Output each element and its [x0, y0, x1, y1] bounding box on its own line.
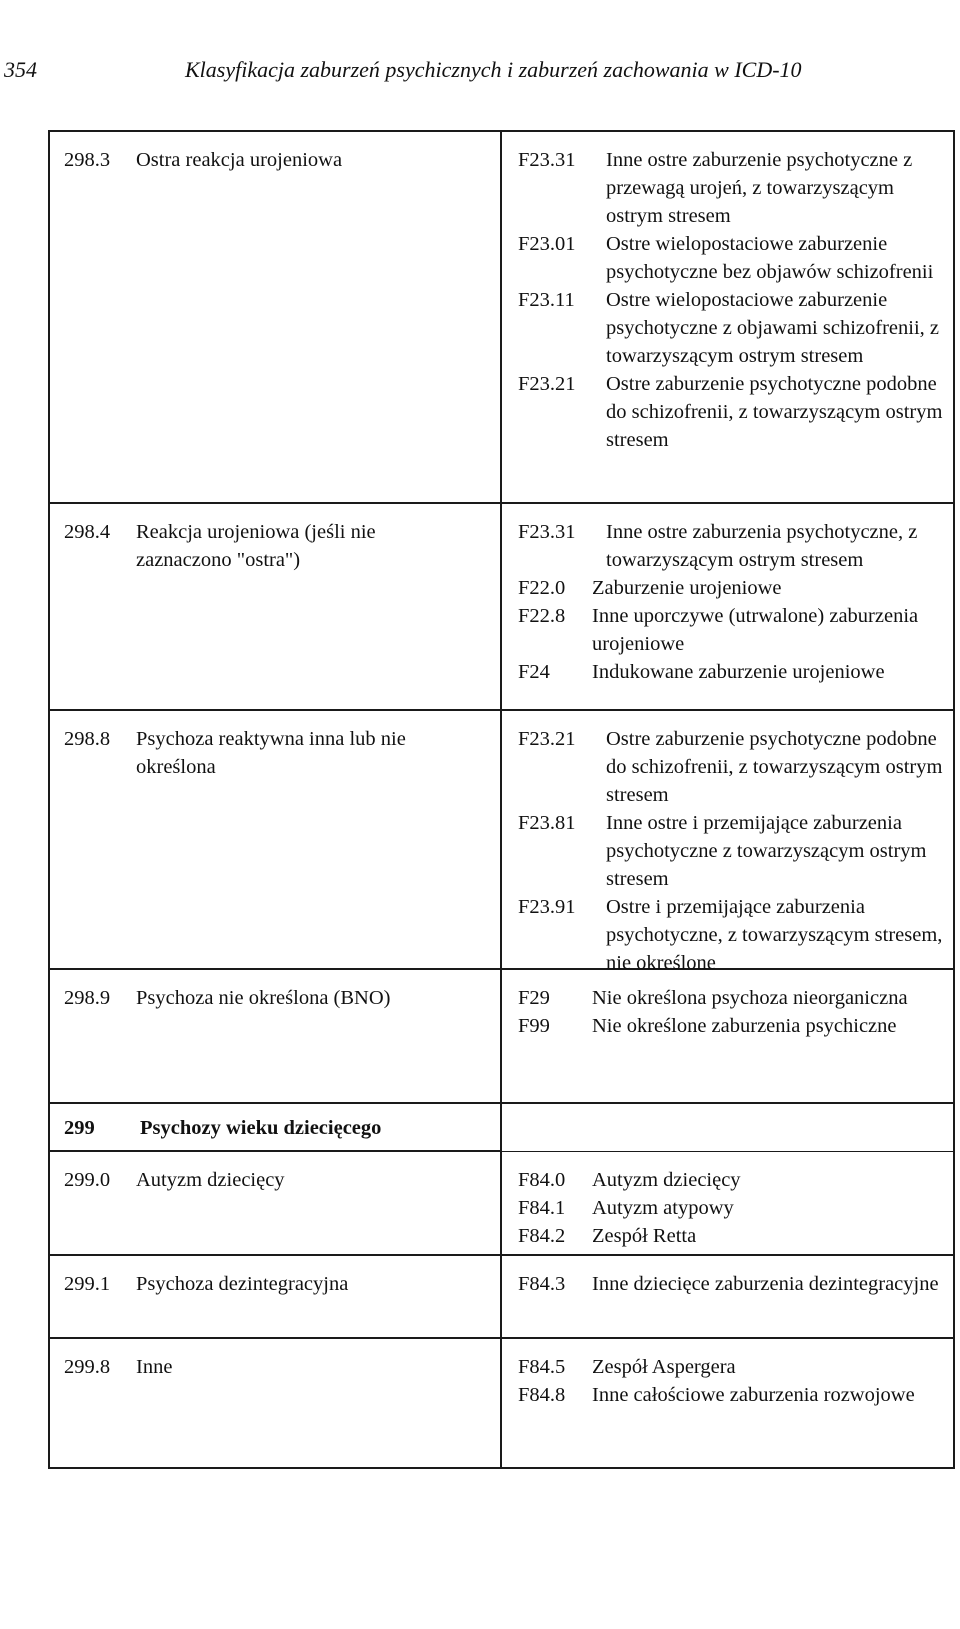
icd9-desc: Psychoza nie określona (BNO): [136, 987, 391, 1009]
icd10-desc: Inne ostre i przemijające zaburzenia psychotyczne z towarzyszącym ostrym stresem: [606, 812, 927, 890]
icd10-desc: Autyzm dziecięcy: [592, 1169, 741, 1191]
icd9-cell: [48, 1152, 502, 1256]
icd9-code: 298.3: [64, 149, 111, 171]
icd10-desc: Zespół Aspergera: [592, 1356, 736, 1378]
icd10-item: [518, 602, 949, 658]
group-title: Psychozy wieku dziecięcego: [140, 1117, 382, 1139]
table-row: [48, 1256, 955, 1339]
icd10-item: [518, 1381, 949, 1409]
icd9-code: 299.8: [64, 1356, 111, 1378]
icd10-item: [518, 1353, 949, 1381]
icd9-code: 299.1: [64, 1273, 111, 1295]
icd10-item: [518, 230, 949, 286]
table-row: [48, 1339, 955, 1469]
icd10-desc: Nie określona psychoza nieorganiczna: [592, 987, 908, 1009]
icd10-code: F23.11: [518, 289, 575, 311]
icd10-item: [518, 574, 949, 602]
icd10-desc: Ostre i przemijające zaburzenia psychotyczne, z towarzyszącym stresem, nie określone: [606, 896, 943, 974]
icd10-code: F23.91: [518, 896, 576, 918]
icd10-desc: Nie określone zaburzenia psychiczne: [592, 1015, 897, 1037]
icd10-desc: Zespół Retta: [592, 1225, 697, 1247]
icd10-code: F23.31: [518, 521, 576, 543]
icd10-item: [518, 1194, 949, 1222]
running-title: Klasyfikacja zaburzeń psychicznych i zaburzeń zachowania w ICD-10: [185, 57, 802, 82]
icd10-item: [518, 984, 949, 1012]
icd10-desc: Zaburzenie urojeniowe: [592, 577, 782, 599]
icd10-cell: [502, 711, 955, 974]
icd10-code: F24: [518, 661, 550, 683]
icd10-item: [518, 1166, 949, 1194]
icd10-code: F23.21: [518, 728, 576, 750]
icd9-desc: Autyzm dziecięcy: [136, 1169, 285, 1191]
icd9-desc: Inne: [136, 1356, 173, 1378]
icd10-desc: Inne ostre zaburzenie psychotyczne z przewagą urojeń, z towarzyszącym ostrym stresem: [606, 149, 913, 227]
icd10-desc: Inne dziecięce zaburzenia dezintegracyjne: [592, 1273, 939, 1295]
icd10-desc: Ostre wielopostaciowe zaburzenie psychotyczne z objawami schizofrenii, z towarzyszącym ostrym stresem: [606, 289, 939, 367]
icd9-desc: Psychoza reaktywna inna lub nie określona: [136, 728, 406, 778]
icd9-cell: [48, 1256, 502, 1339]
icd10-item: [518, 725, 949, 809]
icd10-cell: [502, 130, 955, 504]
icd10-code: F84.2: [518, 1225, 566, 1247]
icd10-cell: [502, 1339, 955, 1469]
icd9-cell: [48, 130, 502, 504]
group-heading: [50, 1104, 500, 1142]
table-row: [48, 130, 955, 504]
group-code: 299: [64, 1117, 95, 1139]
table-row: [48, 504, 955, 711]
icd9-desc: Reakcja urojeniowa (jeśli nie zaznaczono "ostra"): [136, 521, 376, 571]
icd10-cell: [502, 504, 955, 711]
icd9-cell: [48, 504, 502, 711]
icd10-item: [518, 518, 949, 574]
icd10-code: F23.31: [518, 149, 576, 171]
icd10-cell: [502, 1152, 955, 1256]
icd10-code: F29: [518, 987, 550, 1009]
icd10-code: F23.21: [518, 373, 576, 395]
table-row: [48, 1104, 955, 1152]
icd10-desc: Inne ostre zaburzenia psychotyczne, z towarzyszącym ostrym stresem: [606, 521, 918, 571]
icd10-item: [518, 1012, 949, 1040]
icd9-desc: Ostra reakcja urojeniowa: [136, 149, 343, 171]
icd10-desc: Ostre wielopostaciowe zaburzenie psychotyczne bez objawów schizofrenii: [606, 233, 934, 283]
icd9-code: 298.8: [64, 728, 111, 750]
icd10-item: [518, 1222, 949, 1250]
icd10-code: F22.8: [518, 605, 566, 627]
icd10-item: [518, 286, 949, 370]
icd10-code: F84.1: [518, 1197, 566, 1219]
icd10-desc: Ostre zaburzenie psychotyczne podobne do schizofrenii, z towarzyszącym ostrym stresem: [606, 728, 943, 806]
icd10-item: [518, 370, 949, 454]
icd10-code: F84.0: [518, 1169, 566, 1191]
icd10-desc: Ostre zaburzenie psychotyczne podobne do schizofrenii, z towarzyszącym ostrym stresem: [606, 373, 943, 451]
icd10-code: F84.8: [518, 1384, 566, 1406]
icd10-code: F99: [518, 1015, 550, 1037]
icd9-cell: [48, 1339, 502, 1469]
icd9-desc: Psychoza dezintegracyjna: [136, 1273, 349, 1295]
icd9-code: 298.9: [64, 987, 111, 1009]
page-number: 354: [4, 57, 37, 82]
icd10-desc: Indukowane zaburzenie urojeniowe: [592, 661, 885, 683]
icd10-desc: Inne uporczywe (utrwalone) zaburzenia urojeniowe: [592, 605, 919, 655]
table-row: [48, 711, 955, 974]
icd10-desc: Autyzm atypowy: [592, 1197, 734, 1219]
icd10-item: [518, 1270, 949, 1298]
icd10-code: F23.81: [518, 812, 576, 834]
icd10-item: [518, 809, 949, 893]
table-row: [48, 970, 955, 1104]
icd10-desc: Inne całościowe zaburzenia rozwojowe: [592, 1384, 915, 1406]
icd10-cell: [502, 970, 955, 1104]
table-row: [48, 1152, 955, 1256]
icd10-item: [518, 658, 949, 686]
icd9-code: 299.0: [64, 1169, 111, 1191]
icd10-cell: [502, 1256, 955, 1339]
icd10-code: F22.0: [518, 577, 566, 599]
group-heading-cell: [48, 1104, 502, 1152]
icd9-cell: [48, 711, 502, 970]
icd9-cell: [48, 970, 502, 1104]
icd10-code: F84.5: [518, 1356, 566, 1378]
icd10-code: F23.01: [518, 233, 576, 255]
icd10-item: [518, 146, 949, 230]
icd10-code: F84.3: [518, 1273, 566, 1295]
icd10-item: [518, 893, 949, 977]
classification-table: [48, 130, 955, 1438]
page-header: [0, 52, 960, 88]
empty-cell: [502, 1104, 955, 1152]
icd9-code: 298.4: [64, 521, 111, 543]
